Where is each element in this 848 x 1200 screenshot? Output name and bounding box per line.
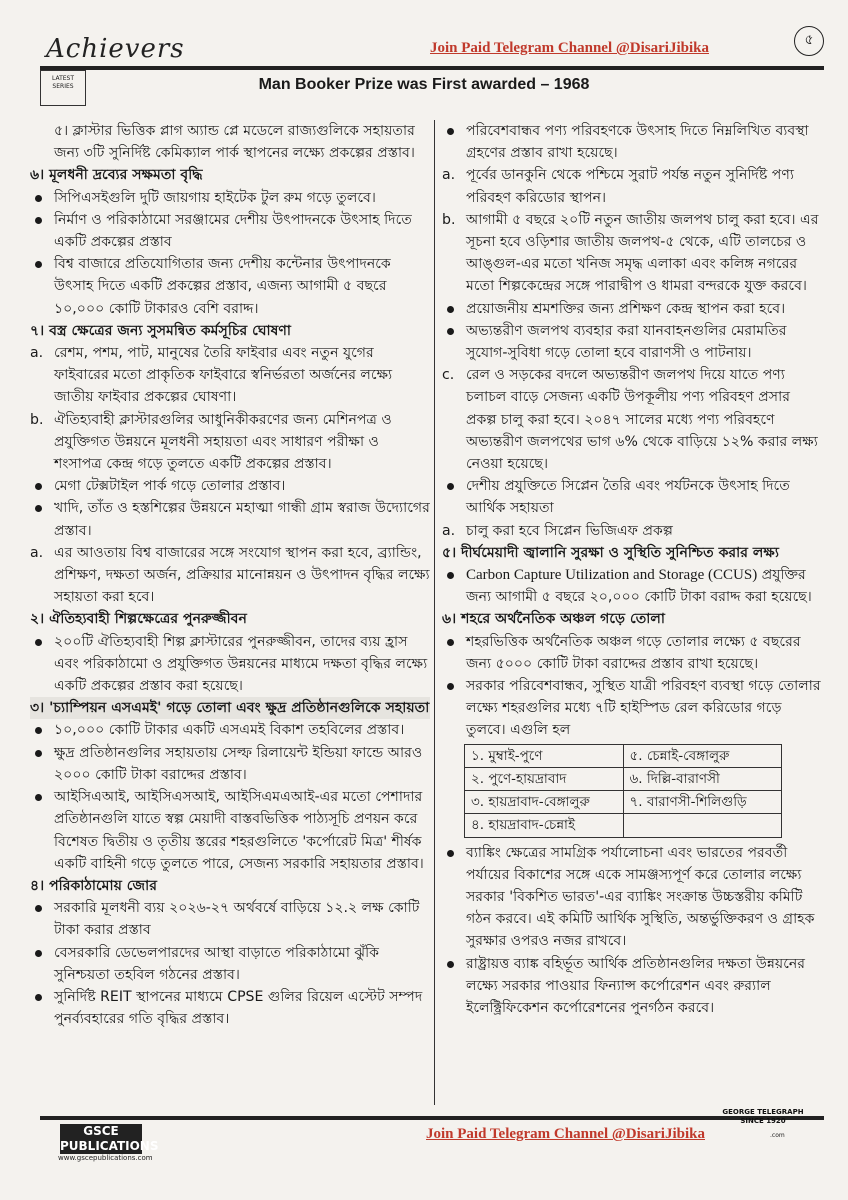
publisher-url: www.gscepublications.com [58, 1154, 153, 1162]
right-column [442, 120, 824, 1019]
publisher-logo: GSCE PUBLICATIONS [60, 1124, 159, 1153]
list-item: সুনির্দিষ্ট REIT স্থাপনের মাধ্যমে CPSE গুলির রিয়েল এস্টেট সম্পদ পুনর্ব্যবহারের গতি বৃদ্ধির প্রস্তাব। [30, 986, 430, 1030]
list-item: ব্যাঙ্কিং ক্ষেত্রের সামগ্রিক পর্যালোচনা এবং ভারতের পরবর্তী পর্যায়ের বিকাশের সঙ্গে একে সামঞ্জস্যপূর্ণ করে তোলার লক্ষ্যে সরকার 'বিকশিত ভারত'-এর ব্যাঙ্কিং সংক্রান্ত উচ্চস্তরীয় কমিটি গঠন করবে। এই কমিটি আর্থিক সুস্থিতি, অন্তর্ভুক্তিকরণ ও গ্রাহক সুরক্ষার ওপরও নজর রাখবে। [442, 842, 824, 953]
table-row [465, 744, 782, 767]
page-header [40, 30, 830, 70]
list-item: b. আগামী ৫ বছরে ২০টি নতুন জাতীয় জলপথ চালু করা হবে। এর সূচনা হবে ওড়িশার জাতীয় জলপথ-৫ থেকে, এটি তালচের ও আঙ্গুল-এর মতো খনিজ সমৃদ্ধ এলাকা এবং কলিঙ্গ নগরের মতো শিল্পকেন্দ্রের সঙ্গে পারাদ্বীপ ও ধামরা বন্দরকে যুক্ত করবে। [442, 211, 819, 295]
table-row [465, 814, 782, 837]
newspaper-name: GEORGE TELEGRAPH [722, 1108, 804, 1116]
list-item: বেসরকারি ডেভেলপারদের আস্থা বাড়াতে পরিকাঠামো ঝুঁকি সুনিশ্চয়তা তহবিল গঠনের প্রস্তাব। [30, 942, 430, 986]
list-item: a. রেশম, পশম, পাট, মানুষের তৈরি ফাইবার এবং নতুন যুগের ফাইবারের মতো প্রাকৃতিক ফাইবারে স্বনির্ভরতা অর্জনের লক্ষ্যে জাতীয় ফাইবার প্রকল্পের ঘোষণা। [30, 345, 393, 406]
list-item: Carbon Capture Utilization and Storage (CCUS) প্রযুক্তির জন্য আগামী ৫ বছরে ২০,০০০ কোটি টাকা বরাদ্দ করা হয়েছে। [442, 564, 824, 608]
brand-logo: Achievers [46, 34, 185, 64]
list-item: খাদি, তাঁত ও হস্তশিল্পের উন্নয়নে মহাত্মা গান্ধী গ্রাম স্বরাজ উদ্যোগের প্রস্তাব। [30, 497, 430, 541]
footer-rule [40, 1116, 824, 1120]
list-item: নির্মাণ ও পরিকাঠামো সরঞ্জামের দেশীয় উৎপাদনকে উৎসাহ দিতে একটি প্রকল্পের প্রস্তাব [30, 209, 430, 253]
table-row [465, 791, 782, 814]
list-item: c. রেল ও সড়কের বদলে অভ্যন্তরীণ জলপথ দিয়ে যাতে পণ্য চলাচল বাড়ে সেজন্য একটি উপকূলীয় পণ্য পরিবহণ প্রসার প্রকল্প চালু করা হবে। ২০৪৭ সালের মধ্যে পণ্য পরিবহণে অভ্যন্তরীণ জলপথের ভাগ ৬% থেকে বাড়িয়ে ১২% করার লক্ষ্য নেওয়া হয়েছে। [442, 367, 818, 473]
list-item: রাষ্ট্রায়ত্ত ব্যাঙ্ক বহির্ভূত আর্থিক প্রতিষ্ঠানগুলির দক্ষতা উন্নয়নের লক্ষ্যে সরকার পাওয়ার ফিন্যান্স কর্পোরেশন এবং রুর‍্যাল ইলেক্ট্রিফিকেশন কর্পোরেশনের পুনর্গঠন করবে। [442, 953, 824, 1020]
section-heading: ৩। 'চ্যাম্পিয়ন এসএমই' গড়ে তোলা এবং ক্ষুদ্র প্রতিষ্ঠানগুলিকে সহায়তা [30, 697, 430, 719]
table-cell: ১. মুম্বাই-পুণে [465, 744, 624, 767]
list-item: b. ঐতিহ্যবাহী ক্লাস্টারগুলির আধুনিকীকরণের জন্য মেশিনপত্র ও প্রযুক্তিগত উন্নয়নে মূলধনী সহায়তা এবং সাধারণ পরীক্ষা ও শংসাপত্র কেন্দ্র গড়ে তুলতে একটি প্রকল্পের প্রস্তাব। [30, 411, 392, 473]
list-item: সরকারি মূলধনী ব্যয় ২০২৬-২৭ অর্থবর্ষে বাড়িয়ে ১২.২ লক্ষ কোটি টাকা করার প্রস্তাব [30, 897, 430, 941]
list-item: পরিবেশবান্ধব পণ্য পরিবহণকে উৎসাহ দিতে নিম্নলিখিত ব্যবস্থা গ্রহণের প্রস্তাব রাখা হয়েছে। [442, 120, 824, 164]
page-headline: Man Booker Prize was First awarded – 1968 [258, 76, 590, 93]
section-heading: ৬। শহরে অর্থনৈতিক অঞ্চল গড়ে তোলা [442, 611, 665, 628]
list-item: ৫। ক্লাস্টার ভিত্তিক প্লাগ অ্যান্ড প্লে মডেলে রাজ্যগুলিকে সহায়তার জন্য ৩টি সুনির্দিষ্ট কেমিক্যাল পার্ক স্থাপনের লক্ষ্যে প্রকল্পের প্রস্তাব। [54, 123, 415, 162]
series-badge: LATEST SERIES [40, 70, 86, 106]
telegram-link-top[interactable]: Join Paid Telegram Channel @DisariJibika [430, 40, 709, 56]
list-item: অভ্যন্তরীণ জলপথ ব্যবহার করা যানবাহনগুলির মেরামতির সুযোগ-সুবিধা গড়ে তোলা হবে বারাণসী ও পাটনায়। [442, 320, 824, 364]
list-item: a. এর আওতায় বিশ্ব বাজারের সঙ্গে সংযোগ স্থাপন করা হবে, ব্র্যান্ডিং, প্রশিক্ষণ, দক্ষতা অর্জন, প্রক্রিয়ার মানোন্নয়ন ও উৎপাদন বৃদ্ধির লক্ষ্যে সহায়তা করা হবে। [30, 544, 430, 606]
section-heading: ৭। বস্ত্র ক্ষেত্রের জন্য সুসমন্বিত কর্মসূচির ঘোষণা [30, 322, 292, 339]
newspaper-since: SINCE 1920 [740, 1117, 786, 1125]
list-item: প্রয়োজনীয় শ্রমশক্তির জন্য প্রশিক্ষণ কেন্দ্র স্থাপন করা হবে। [442, 298, 824, 320]
list-item: শহরভিত্তিক অর্থনৈতিক অঞ্চল গড়ে তোলার লক্ষ্যে ৫ বছরের জন্য ৫০০০ কোটি টাকা বরাদ্দের প্রস্তাব রাখা হয়েছে। [442, 631, 824, 675]
list-item: সিপিএসইগুলি দুটি জায়গায় হাইটেক টুল রুম গড়ে তুলবে। [30, 187, 430, 209]
newspaper-credit [708, 1108, 818, 1126]
table-cell: ৬. দিল্লি-বারাণসী [623, 767, 782, 790]
table-cell: ৪. হায়দ্রাবাদ-চেন্নাই [465, 814, 624, 837]
section-heading: ৫। দীর্ঘমেয়াদী জ্বালানি সুরক্ষা ও সুস্থিতি সুনিশ্চিত করার লক্ষ্য [442, 544, 779, 561]
list-item: দেশীয় প্রযুক্তিতে সিপ্লেন তৈরি এবং পর্যটনকে উৎসাহ দিতে আর্থিক সহায়তা [442, 475, 824, 519]
list-item: আইসিএআই, আইসিএসআই, আইসিএমএআই-এর মতো পেশাদার প্রতিষ্ঠানগুলি যাতে স্বল্প মেয়াদী বাস্তবভিত্তিক পাঠ্যসূচি প্রণয়ন করে বিশেষত দ্বিতীয় ও তৃতীয় স্তরের শহরগুলিতে 'কর্পোরেট মিত্র' শীর্ষক একটি বাহিনী গড়ে তুলতে পারে, সেজন্য সরকারি সহায়তার প্রস্তাব। [30, 786, 430, 875]
table-row [465, 767, 782, 790]
list-item: a. চালু করা হবে সিপ্লেন ভিজিএফ প্রকল্প [442, 522, 673, 539]
telegram-link-bottom[interactable]: Join Paid Telegram Channel @DisariJibika [426, 1126, 705, 1142]
list-item: a. পূর্বের ডানকুনি থেকে পশ্চিমে সুরাট পর্যন্ত নতুন সুনির্দিষ্ট পণ্য পরিবহণ করিডোর স্থাপন। [442, 167, 794, 206]
list-item: ২০০টি ঐতিহ্যবাহী শিল্প ক্লাস্টারের পুনরুজ্জীবন, তাদের ব্যয় হ্রাস এবং পরিকাঠামো ও প্রযুক্তিগত উন্নয়নের মাধ্যমে দক্ষতা বৃদ্ধির লক্ষ্যে একটি প্রকল্পের প্রস্তাব করা হয়েছে। [30, 631, 430, 698]
header-rule [40, 66, 824, 70]
column-divider [434, 120, 435, 1105]
table-cell: ৫. চেন্নাই-বেঙ্গালুরু [623, 744, 782, 767]
list-item: মেগা টেক্সটাইল পার্ক গড়ে তোলার প্রস্তাব। [30, 475, 430, 497]
section-heading: ২। ঐতিহ্যবাহী শিল্পক্ষেত্রের পুনরুজ্জীবন [30, 611, 247, 628]
rail-corridor-table [464, 744, 782, 838]
left-column [30, 120, 430, 1030]
table-cell: ৩. হায়দ্রাবাদ-বেঙ্গালুরু [465, 791, 624, 814]
list-item: বিশ্ব বাজারে প্রতিযোগিতার জন্য দেশীয় কন্টেনার উৎপাদনকে উৎসাহ দিতে একটি প্রকল্পের প্রস্তাব, এজন্য আগামী ৫ বছরে ১০,০০০ কোটি টাকারও বেশি বরাদ্দ। [30, 253, 430, 320]
list-item: সরকার পরিবেশবান্ধব, সুস্থিত যাত্রী পরিবহণ ব্যবস্থা গড়ে তোলার লক্ষ্যে শহরগুলির মধ্যে ৭টি হাইস্পিড রেল করিডোর গড়ে তুলবে। এগুলি হল [442, 675, 824, 742]
section-heading: ৬। মূলধনী দ্রব্যের সক্ষমতা বৃদ্ধি [30, 167, 203, 184]
table-cell: ৭. বারাণসী-শিলিগুড়ি [623, 791, 782, 814]
list-item: ১০,০০০ কোটি টাকার একটি এসএমই বিকাশ তহবিলের প্রস্তাব। [30, 719, 430, 741]
table-cell: ২. পুণে-হায়দ্রাবাদ [465, 767, 624, 790]
page-number: ৫ [794, 26, 824, 56]
table-cell [623, 814, 782, 837]
newspaper-url: .com [770, 1132, 785, 1139]
section-heading: ৪। পরিকাঠামোয় জোর [30, 877, 157, 894]
list-item: ক্ষুদ্র প্রতিষ্ঠানগুলির সহায়তায় সেল্ফ রিলায়েন্ট ইন্ডিয়া ফান্ডে আরও ২০০০ কোটি টাকা বরাদ্দের প্রস্তাব। [30, 742, 430, 786]
